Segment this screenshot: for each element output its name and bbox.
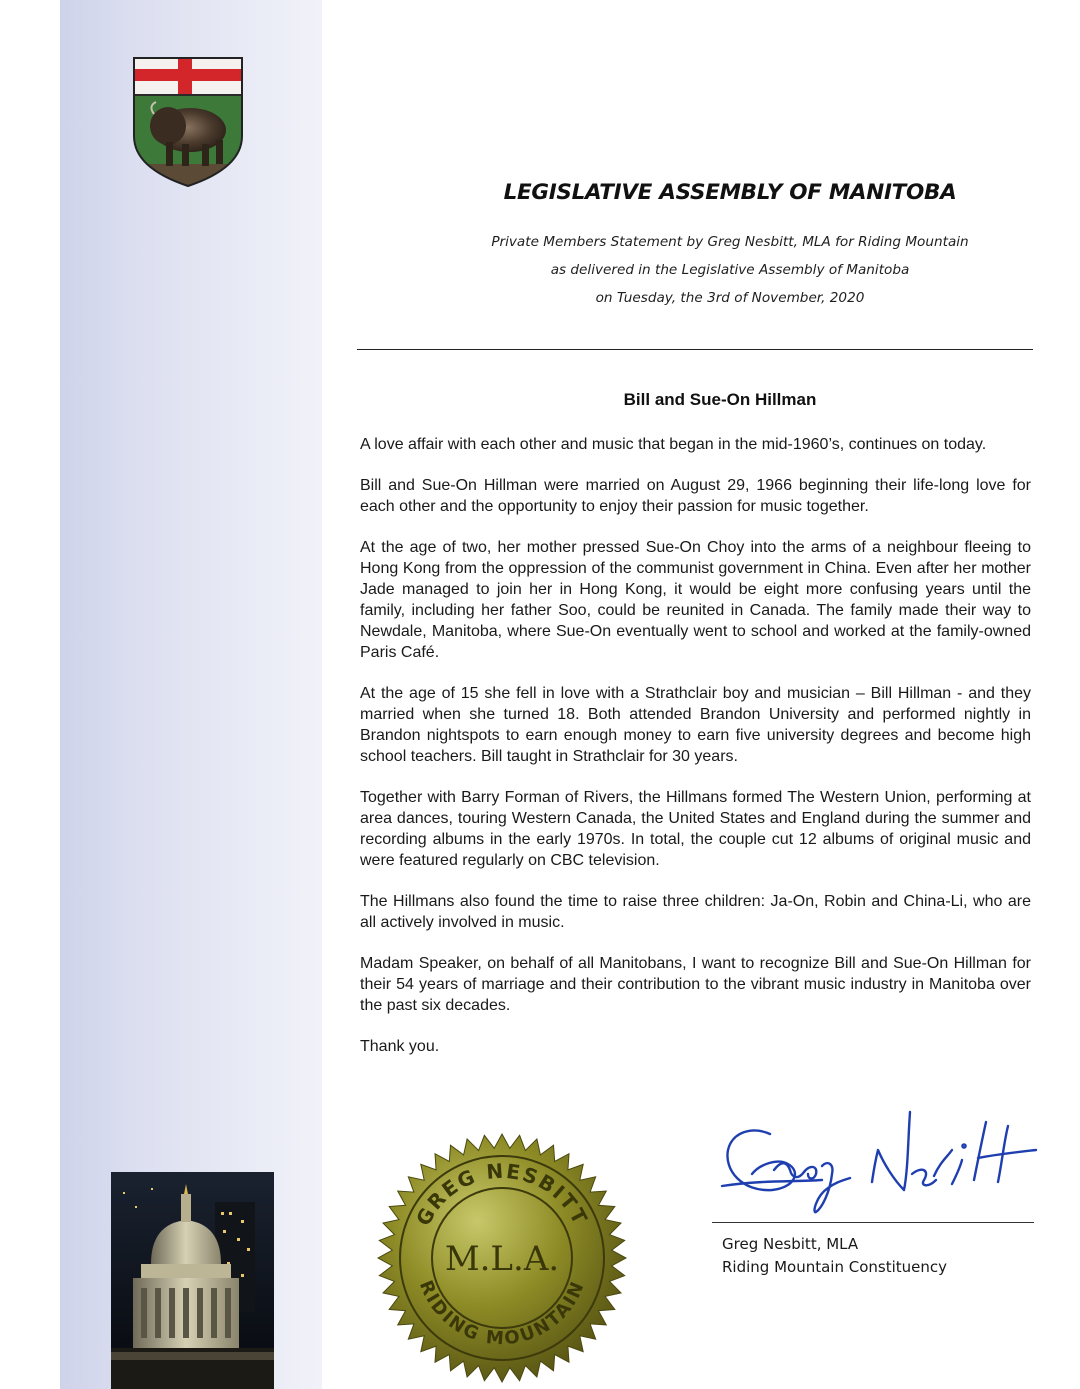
- header-divider: [357, 349, 1033, 350]
- signer-role: Riding Mountain Constituency: [722, 1258, 947, 1276]
- page-title: LEGISLATIVE ASSEMBLY OF MANITOBA: [503, 180, 957, 205]
- statement-title: Bill and Sue-On Hillman: [623, 390, 817, 409]
- manitoba-crest-icon: [132, 56, 244, 188]
- signature-line: [712, 1222, 1034, 1223]
- subtitle-line-2: as delivered in the Legislative Assembly of Manitoba: [550, 262, 910, 278]
- handwritten-signature: [712, 1100, 1042, 1215]
- gold-seal-icon: [376, 1132, 628, 1384]
- statement-body: [360, 434, 1031, 1077]
- paragraph: At the age of 15 she fell in love with a Strathclair boy and musician – Bill Hillman - and they married when she turned 18. Both attended Brandon University and performed nightly in Brandon nightspots to earn enough money to earn five university degrees and become high school teachers. Bill taught in Strathclair for 30 years.: [360, 685, 1031, 765]
- legislative-dome-icon: [111, 1172, 274, 1389]
- paragraph: At the age of two, her mother pressed Sue-On Choy into the arms of a neighbour fleeing to Hong Kong from the oppression of the communist government in China. Even after her mother Jade managed to join her in Hong Kong, it would be eight more confusing years until the family, including her father Soo, could be reunited in Canada. The family made their way to Newdale, Manitoba, where Sue-On eventually went to school and worked at the family-owned Paris Café.: [360, 539, 1031, 661]
- paragraph: A love affair with each other and music that began in the mid-1960’s, continues on today.: [360, 436, 987, 453]
- closing: Thank you.: [360, 1038, 440, 1055]
- paragraph: The Hillmans also found the time to raise three children: Ja-On, Robin and China-Li, who are all actively involved in music.: [360, 893, 1031, 931]
- subtitle-line-1: Private Members Statement by Greg Nesbitt, MLA for Riding Mountain: [491, 234, 969, 250]
- paragraph: Madam Speaker, on behalf of all Manitobans, I want to recognize Bill and Sue-On Hillman for their 54 years of marriage and their contribution to the vibrant music industry in Manitoba over the past six decades.: [360, 955, 1031, 1014]
- signer-name: Greg Nesbitt, MLA: [722, 1235, 859, 1253]
- paragraph: Bill and Sue-On Hillman were married on August 29, 1966 beginning their life-long love for each other and the opportunity to enjoy their passion for music together.: [360, 477, 1031, 515]
- paragraph: Together with Barry Forman of Rivers, the Hillmans formed The Western Union, performing at area dances, touring Western Canada, the United States and England during the summer and recording albums in the early 1970s. In total, the couple cut 12 albums of original music and were featured regularly on CBC television.: [360, 789, 1031, 869]
- seal-center-text: M.L.A.: [444, 1239, 560, 1279]
- seal-bottom-text: RIDING MOUNTAIN: [414, 1277, 590, 1350]
- seal-top-text: GREG NESBITT: [410, 1158, 594, 1230]
- legislative-building-photo: [111, 1172, 274, 1389]
- subtitle-line-3: on Tuesday, the 3rd of November, 2020: [595, 290, 865, 306]
